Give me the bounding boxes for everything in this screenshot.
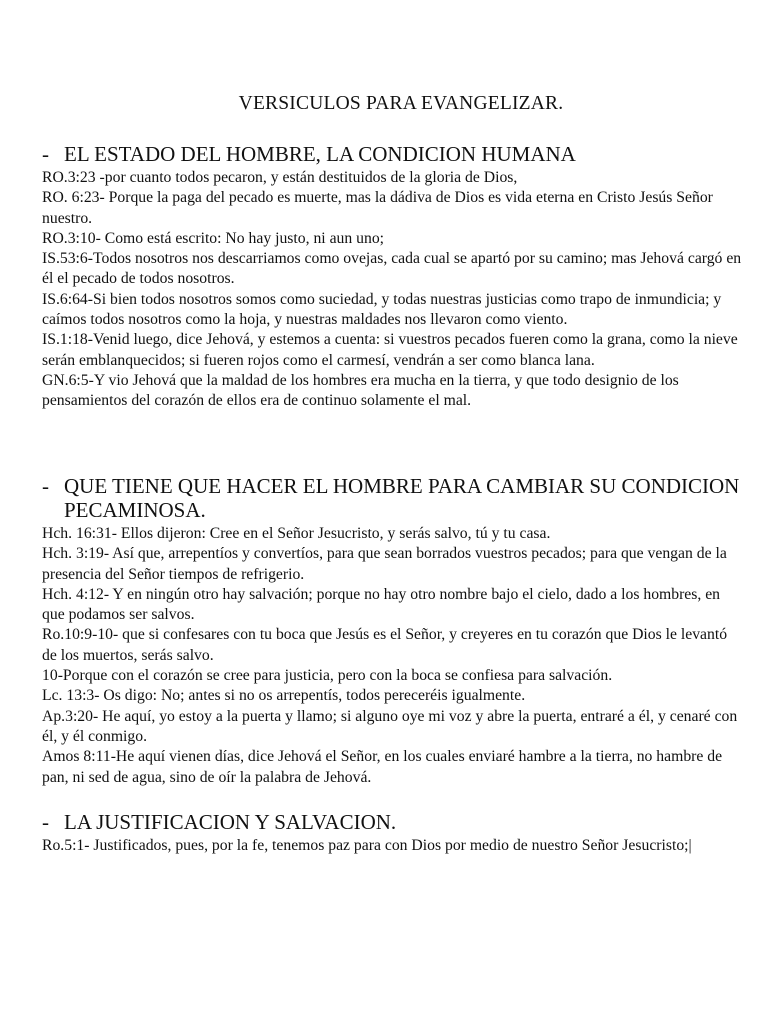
verse-paragraph: GN.6:5-Y vio Jehová que la maldad de los hombres era mucha en la tierra, y que todo designio de los pensamientos del corazón de ellos era de continuo solamente el mal.: [42, 371, 679, 410]
section-human-condition: [42, 142, 742, 412]
verse-paragraph: RO.3:10- Como está escrito: No hay justo, ni aun uno;: [42, 229, 385, 247]
verse-paragraph: IS.53:6-Todos nosotros nos descarriamos como ovejas, cada cual se apartó por su camino; mas Jehová cargó en él el pecado de todos nosotros.: [42, 250, 742, 288]
verse-paragraph: Hch. 4:12- Y en ningún otro hay salvación; porque no hay otro nombre bajo el cielo, dado a los hombres, en que podamos ser salvos.: [42, 585, 721, 624]
verse-paragraph: Amos 8:11-He aquí vienen días, dice Jehová el Señor, en los cuales enviaré hambre a la tierra, no hambre de pan, ni sed de agua, sino de oír la palabra de Jehová.: [42, 748, 723, 786]
verse-paragraph: IS.6:64-Si bien todos nosotros somos como suciedad, y todas nuestras justicias como trapo de inmundicia; y caímos todos nosotros como la hoja, y nuestras maldades nos llevaron como viento.: [42, 290, 722, 329]
verse-paragraph: Ro.10:9-10- que si confesares con tu boca que Jesús es el Señor, y creyeres en tu corazón que Dios le levantó de los muertos, serás salvo.: [42, 626, 728, 664]
section-justification: [42, 810, 742, 856]
verse-paragraph: Ro.5:1- Justificados, pues, por la fe, tenemos paz para con Dios por medio de nuestro Señor Jesucristo;|: [42, 837, 692, 854]
section-how-to-change: [42, 474, 742, 788]
bullet-dash: -: [42, 810, 49, 834]
verse-paragraph: Ap.3:20- He aquí, yo estoy a la puerta y llamo; si alguno oye mi voz y abre la puerta, entraré a él, y cenaré con él, y él conmigo.: [42, 707, 738, 745]
section-heading-text: LA JUSTIFICACION Y SALVACION.: [64, 810, 397, 834]
verse-paragraph: RO. 6:23- Porque la paga del pecado es muerte, mas la dádiva de Dios es vida eterna en Cristo Jesús Señor nuestro.: [42, 189, 713, 227]
section-heading-text: EL ESTADO DEL HOMBRE, LA CONDICION HUMANA: [64, 142, 576, 166]
section-heading: [42, 142, 742, 166]
document-title: VERSICULOS PARA EVANGELIZAR.: [238, 93, 564, 114]
verse-paragraph: RO.3:23 -por cuanto todos pecaron, y están destituidos de la gloria de Dios,: [42, 169, 518, 186]
verse-paragraph: Hch. 16:31- Ellos dijeron: Cree en el Señor Jesucristo, y serás salvo, tú y tu casa.: [42, 525, 551, 542]
bullet-dash: -: [42, 142, 49, 166]
verse-paragraph: Lc. 13:3- Os digo: No; antes si no os arrepentís, todos pereceréis igualmente.: [42, 687, 526, 705]
section-heading-text: QUE TIENE QUE HACER EL HOMBRE PARA CAMBIAR SU CONDICION PECAMINOSA.: [64, 474, 740, 522]
section-heading: [42, 810, 742, 834]
section-heading: [42, 474, 742, 522]
bullet-dash: -: [42, 474, 49, 498]
verse-paragraph: Hch. 3:19- Así que, arrepentíos y convertíos, para que sean borrados vuestros pecados; para que vengan de la presencia del Señor tiempos de refrigerio.: [42, 545, 727, 583]
verse-paragraph: 10-Porque con el corazón se cree para justicia, pero con la boca se confiesa para salvación.: [42, 667, 613, 685]
verse-paragraph: IS.1:18-Venid luego, dice Jehová, y estemos a cuenta: si vuestros pecados fueren como la grana, como la nieve serán emblanquecidos; si fueren rojos como el carmesí, vendrán a ser como blanca lana.: [42, 331, 738, 369]
